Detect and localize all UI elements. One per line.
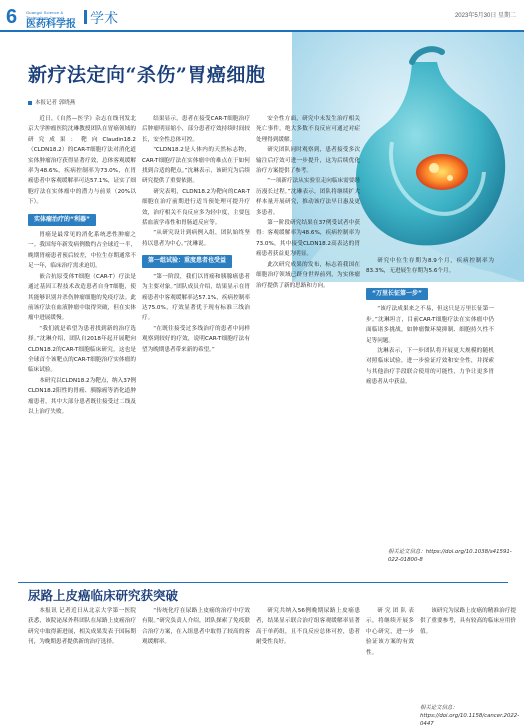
article-divider: [18, 582, 508, 583]
article-2-column-4: 研究团队表示，将继续开展多中心研究，进一步验证该方案的有效性。: [366, 608, 414, 656]
subheading-2: 第一组试验：重度患者也受益: [142, 255, 250, 267]
paragraph: “CLDN18.2是人体内的天然标志物，CAR-T细胞疗法在实体瘤中的难点在于如何找到合适的靶点。”沈琳表示，该研究为后续研究提供了重要依据。: [142, 147, 250, 185]
byline: [28, 98, 75, 106]
subheading-1: 实体瘤治疗的“利器”: [28, 214, 136, 226]
paragraph: 此次研究成果的发布，标志着我国在细胞治疗领域已跻身世界前列，为实体瘤治疗提供了新的思路和方向。: [256, 261, 360, 289]
paper-name: [26, 10, 80, 30]
article-headline: 新疗法定向“杀伤”胃癌细胞: [28, 64, 266, 86]
article-2-column-2: “传统化疗在尿路上皮癌的治疗中疗效有限。”研究负责人介绍，团队探索了免疫联合治疗方案，在入组患者中取得了较高的客观缓解率。: [142, 608, 250, 646]
paragraph: 近日，《自然—医学》杂志在线刊发北京大学肿瘤医院沈琳教授团队在胃癌领域的研究成果：靶向Claudin18.2（CLDN18.2）的CAR-T细胞疗法对消化道实体肿瘤治疗获得显著疗效，总体客观缓解率为48.6%，疾病控制率为73.0%，在胃癌患者中客观缓解率可达57.1%，证实了细胞疗法在实体瘤中的潜力与前景（20%以下）。: [28, 116, 136, 206]
paragraph: 研究团队同时观察到，患者接受多次输注后疗效可进一步提升，这为后续优化治疗方案提供了参考。: [256, 147, 360, 175]
paragraph: 结果显示，患者在接受CAR-T细胞治疗后肿瘤明显缩小，部分患者疗效持续时间较长，安全性总体可控。: [142, 116, 250, 143]
byline-square-icon: [28, 101, 32, 105]
paragraph: 本研究以CLDN18.2为靶点，纳入37例CLDN18.2阳性的胃癌、胰腺癌等消化道肿瘤患者，其中大部分患者既往接受过二线及以上治疗失败。: [28, 377, 136, 415]
paragraph: “从研究设计到病例入组，团队始终坚持以患者为中心。”沈琳说。: [142, 230, 250, 247]
paragraph: 胃癌是最常见的消化系统恶性肿瘤之一。我国每年新发病例数约占全球近一半，晚期胃癌患者预后较差，中位生存期通常不足一年，临床治疗需求迫切。: [28, 232, 136, 270]
article-column-2: [142, 114, 250, 584]
paragraph: 研究表明，CLDN18.2为靶向的CAR-T细胞在治疗前期进行适当预处理可提升疗效，治疗相关不良反应多为轻中度，主要包括血液学毒性和胃肠道反应等。: [142, 188, 250, 227]
paper-doi: 相关论文信息：https://doi.org/10.1038/s41591-022-01800-8: [388, 549, 512, 563]
paragraph: 沈琳表示，下一步团队将开展更大规模的随机对照临床试验，进一步验证疗效和安全性，并探索与其他治疗手段联合使用的可能性，力争让更多胃癌患者从中获益。: [366, 348, 494, 386]
paragraph: 第一阶段研究结果在37例受试者中获得：客观缓解率为48.6%，疾病控制率为73.0%，其中接受CLDN18.2高表达的胃癌患者获益更为明显。: [256, 220, 360, 258]
article-2-column-3: 研究共纳入56例晚期尿路上皮癌患者，结果显示联合治疗组客观缓解率显著高于单药组，且不良反应总体可控，患者耐受性良好。: [256, 608, 360, 646]
paragraph: “我们就是希望为患者找到新的治疗选择。”沈琳介绍，团队自2018年起开展靶向CLDN18.2的CAR-T细胞临床研究，这也是全球首个该靶点的CAR-T细胞治疗实体瘤的临床试验。: [28, 325, 136, 374]
article-2-column-5: 该研究为尿路上皮癌的精准治疗提供了重要参考，具有较高的临床应用价值。: [420, 608, 516, 635]
paper-name-english: Guangxi Science & Technology Journal: [26, 10, 65, 20]
section-marker: [84, 10, 87, 24]
article-2-doi: 相关论文信息：https://doi.org/10.1158/cancer.2022-0447: [420, 705, 520, 727]
page-number: 6: [6, 6, 18, 28]
article-column-4-top: [366, 256, 494, 282]
article-column-4: [366, 282, 494, 544]
subheading-3: “万里长征第一步”: [366, 288, 494, 300]
byline-text: 本报记者 郭晓燕: [35, 100, 76, 106]
article-2-headline: 尿路上皮癌临床研究获突破: [28, 588, 179, 603]
article-column-3: [256, 114, 360, 584]
article-2-column-1: 本报讯 记者近日从北京大学第一医院获悉，该院泌尿外科团队在尿路上皮癌治疗研究中取得新进展，相关成果发表于国际期刊，为晚期患者提供新的治疗选择。: [28, 608, 136, 646]
issue-date: 2023年5月30日 星期二: [454, 13, 516, 19]
paragraph: 嵌合抗原受体T细胞（CAR-T）疗法是通过基因工程技术改造患者自身T细胞，使其能够识别并杀伤肿瘤细胞的免疫疗法。此前该疗法在血液肿瘤中取得突破，但在实体瘤中进展缓慢。: [28, 273, 136, 322]
article-column-1: [28, 114, 136, 584]
paragraph: 安全性方面，研究中未发生治疗相关死亡事件，绝大多数不良反应可通过对症处理得到缓解。: [256, 116, 360, 143]
paper-name-chinese: 医药科学报: [26, 19, 76, 30]
paragraph: “该疗法成果来之不易，但这只是万里长征第一步。”沈琳坦言，目前CAR-T细胞疗法在实体瘤中仍面临诸多挑战，如肿瘤微环境抑制、细胞持久性不足等问题。: [366, 306, 494, 344]
paragraph: “一项新疗法从实验室走向临床需要经历漫长过程。”沈琳表示，团队将继续扩大样本量开展研究，推动该疗法早日惠及更多患者。: [256, 178, 360, 216]
paragraph: 研究中位生存期为8.9个月，疾病控制率为83.3%，无进展生存期为5.6个月。: [366, 258, 494, 275]
section-name: 学术: [90, 11, 118, 27]
paragraph: “在既往接受过多线治疗的患者中同样观察到较好的疗效，说明CAR-T细胞疗法有望为晚期患者带来新的希望。”: [142, 325, 250, 353]
paragraph: “第一阶段，我们以胃癌和胰腺癌患者为主要对象。”团队成员介绍，结果显示在胃癌患者中客观缓解率达57.1%，疾病控制率达75.0%，疗效显著优于现有标准三线治疗。: [142, 273, 250, 322]
